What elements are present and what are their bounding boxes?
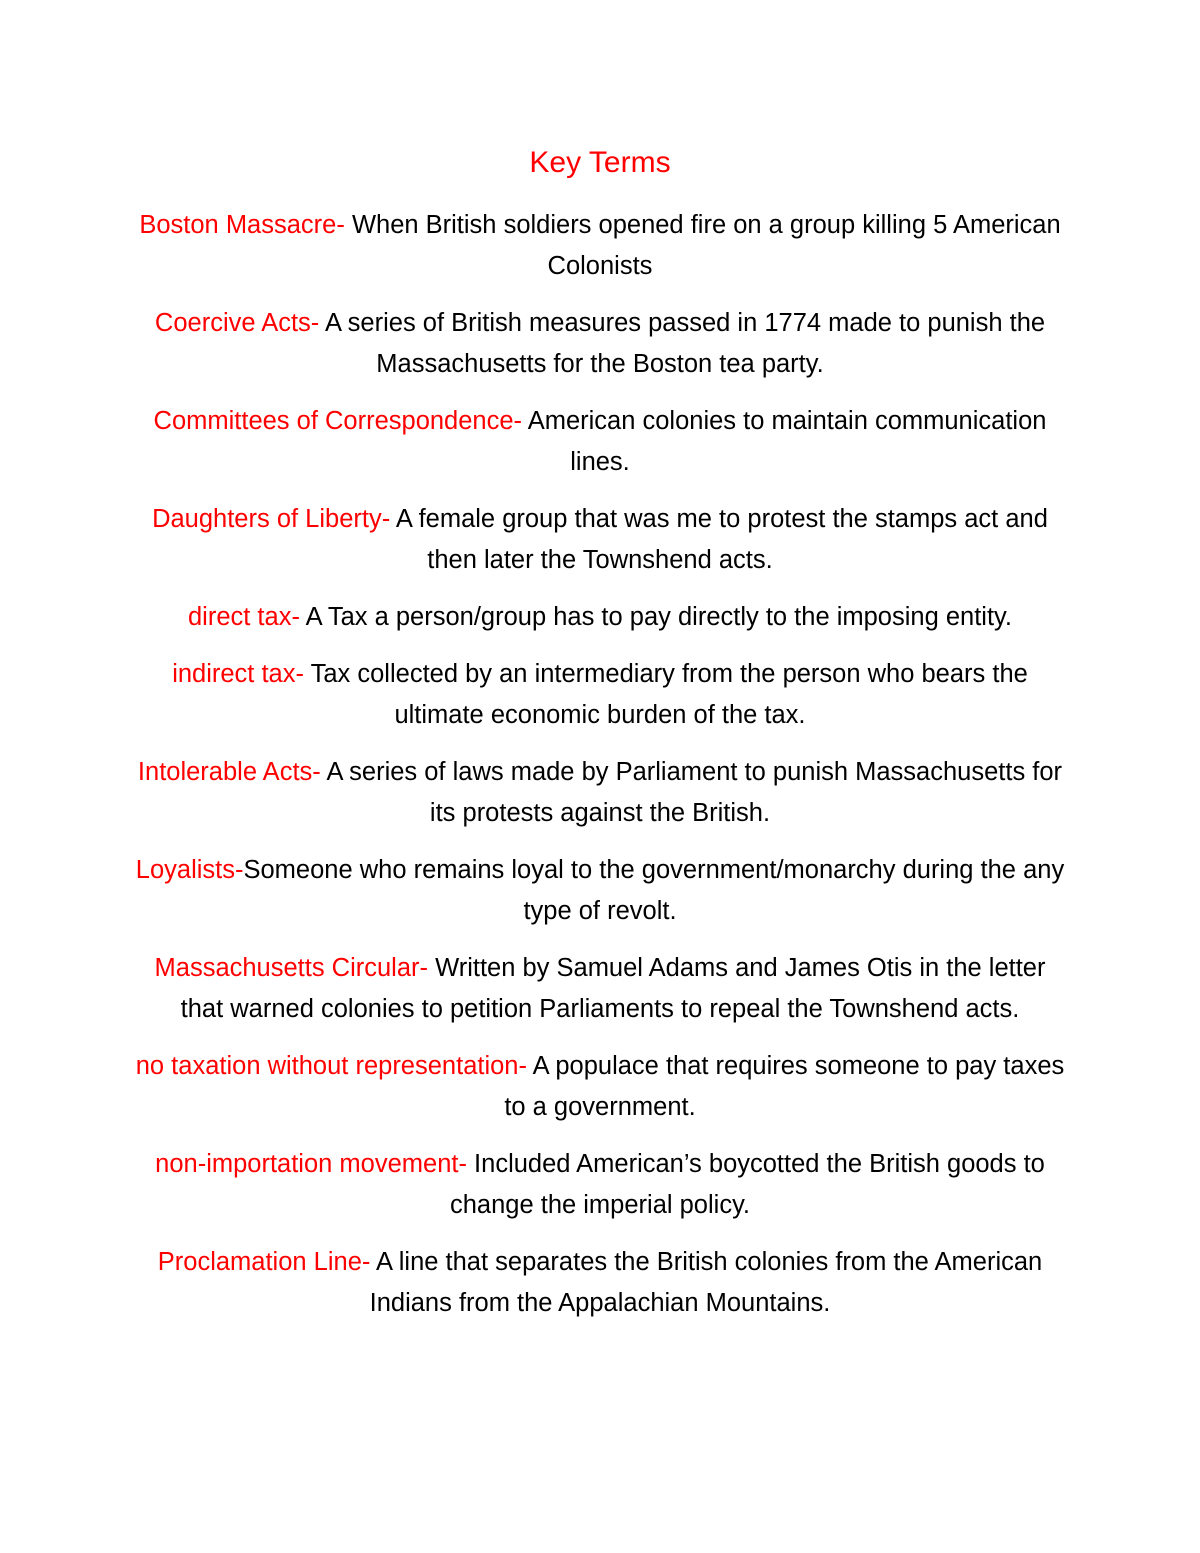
term-definition: American colonies to maintain communication lines.	[522, 407, 1047, 476]
term-direct-tax	[135, 597, 1065, 638]
term-definition: A series of laws made by Parliament to punish Massachusetts for its protests against the British.	[320, 758, 1063, 827]
term-name: Loyalists-	[135, 856, 244, 884]
term-intolerable-acts	[135, 752, 1065, 834]
term-definition: Someone who remains loyal to the government/monarchy during the any type of revolt.	[243, 856, 1065, 925]
term-definition: Included American’s boycotted the British goods to change the imperial policy.	[449, 1150, 1045, 1219]
term-name: Committees of Correspondence-	[153, 407, 523, 435]
term-name: no taxation without representation-	[135, 1052, 527, 1080]
term-daughters-of-liberty	[135, 499, 1065, 581]
term-definition: When British soldiers opened fire on a group killing 5 American Colonists	[351, 211, 1061, 280]
term-proclamation-line	[135, 1242, 1065, 1324]
term-name: non-importation movement-	[155, 1150, 467, 1178]
term-definition: Tax collected by an intermediary from the person who bears the ultimate economic burden of the tax.	[303, 660, 1028, 729]
term-name: Intolerable Acts-	[137, 758, 321, 786]
term-name: Coercive Acts-	[154, 309, 325, 337]
term-definition: A Tax a person/group has to pay directly to the imposing entity.	[299, 603, 1012, 631]
term-name: direct tax-	[187, 603, 300, 631]
term-indirect-tax	[135, 654, 1065, 736]
term-boston-massacre	[135, 205, 1065, 287]
term-name: Massachusetts Circular-	[154, 954, 429, 982]
term-coercive-acts	[135, 303, 1065, 385]
term-name: Proclamation Line-	[157, 1248, 371, 1276]
term-committees-of-correspondence	[135, 401, 1065, 483]
term-non-importation-movement	[135, 1144, 1065, 1226]
term-massachusetts-circular	[135, 948, 1065, 1030]
term-definition: Written by Samuel Adams and James Otis in the letter that warned colonies to petition Parliaments to repeal the Townshend acts.	[180, 954, 1046, 1023]
term-definition: A female group that was me to protest the stamps act and then later the Townshend acts.	[390, 505, 1048, 574]
term-definition: A populace that requires someone to pay taxes to a government.	[504, 1052, 1065, 1121]
term-loyalists	[135, 850, 1065, 932]
term-definition: A line that separates the British colonies from the American Indians from the Appalachian Mountains.	[369, 1248, 1043, 1317]
term-name: Daughters of Liberty-	[152, 505, 391, 533]
term-definition: A series of British measures passed in 1774 made to punish the Massachusetts for the Boston tea party.	[324, 309, 1046, 378]
term-name: indirect tax-	[172, 660, 304, 688]
page-title: Key Terms	[529, 146, 671, 179]
term-name: Boston Massacre-	[139, 211, 352, 239]
term-no-taxation-without-representation	[135, 1046, 1065, 1128]
key-terms-list	[135, 205, 1065, 1340]
